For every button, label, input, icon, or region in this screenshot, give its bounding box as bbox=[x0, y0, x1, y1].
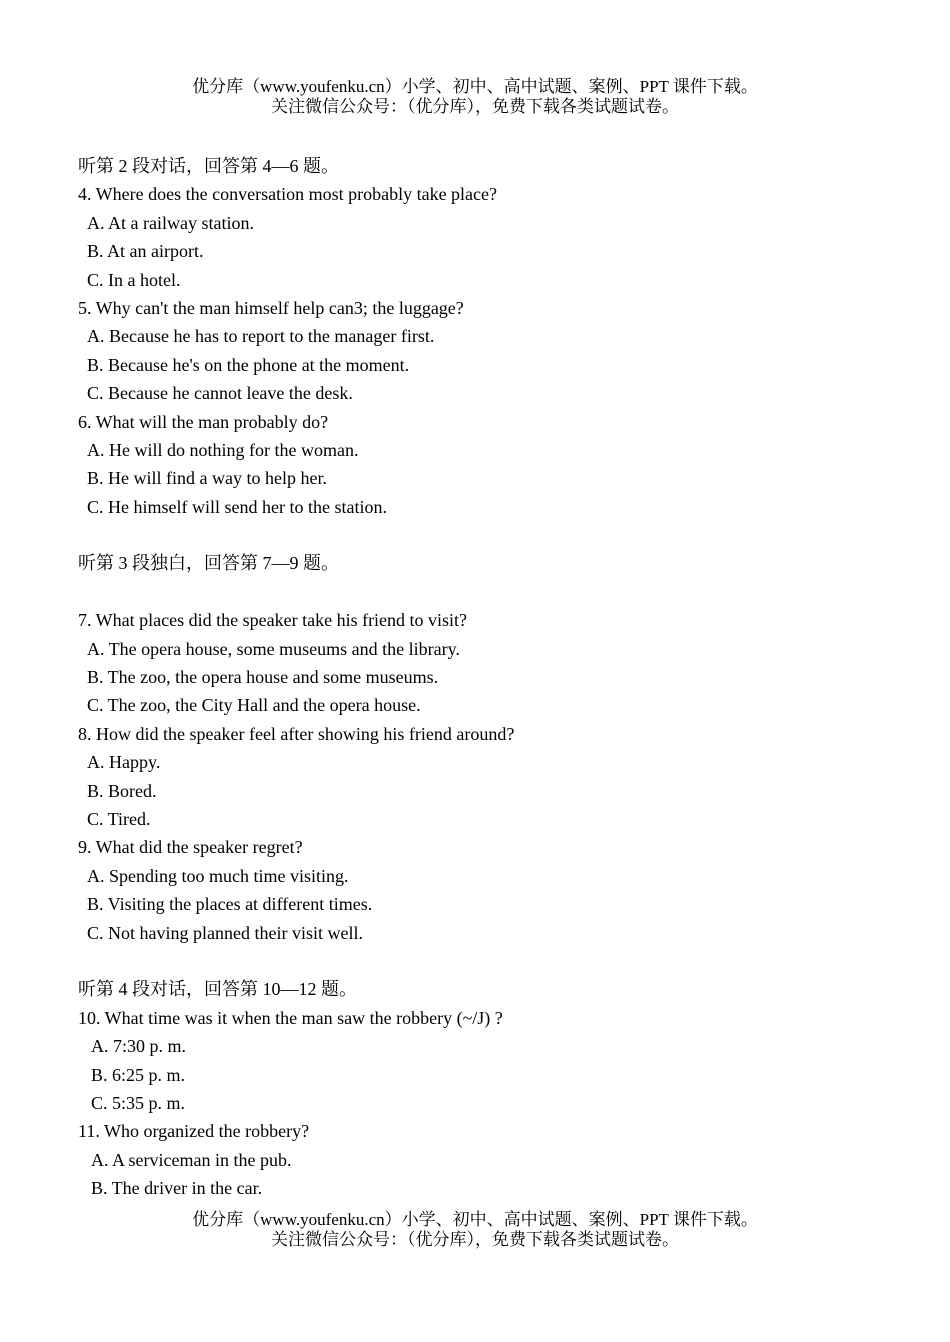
q5-option-a: A. Because he has to report to the manager first. bbox=[87, 326, 435, 347]
q9-option-a: A. Spending too much time visiting. bbox=[87, 865, 349, 886]
q6-option-a: A. He will do nothing for the woman. bbox=[87, 439, 359, 460]
spacer bbox=[78, 947, 878, 975]
q11-option-a: A. A serviceman in the pub. bbox=[91, 1149, 292, 1170]
q7-option-b: B. The zoo, the opera house and some museums. bbox=[87, 667, 439, 688]
question-9: 9. What did the speaker regret? bbox=[78, 837, 303, 858]
footer-line-1: 优分库（www.youfenku.cn）小学、初中、高中试题、案例、PPT 课件下载。 bbox=[192, 1210, 758, 1229]
q7-option-c: C. The zoo, the City Hall and the opera house. bbox=[87, 695, 421, 716]
header-line-2: 关注微信公众号：（优分库），免费下载各类试题试卷。 bbox=[271, 97, 679, 116]
q9-option-b: B. Visiting the places at different times. bbox=[87, 894, 373, 915]
q6-option-c: C. He himself will send her to the station. bbox=[87, 496, 387, 517]
q4-option-c: C. In a hotel. bbox=[87, 269, 181, 290]
question-4: 4. Where does the conversation most probably take place? bbox=[78, 184, 498, 205]
question-7: 7. What places did the speaker take his friend to visit? bbox=[78, 610, 468, 631]
page-header bbox=[0, 77, 950, 117]
q11-option-b: B. The driver in the car. bbox=[91, 1178, 263, 1199]
q8-option-a: A. Happy. bbox=[87, 752, 161, 773]
q5-option-c: C. Because he cannot leave the desk. bbox=[87, 383, 353, 404]
section-2-heading: 听第 2 段对话，回答第 4—6 题。 bbox=[78, 156, 339, 176]
question-11: 11. Who organized the robbery? bbox=[78, 1121, 310, 1142]
question-5: 5. Why can't the man himself help can3; the luggage? bbox=[78, 297, 464, 318]
footer-line-2: 关注微信公众号：（优分库），免费下载各类试题试卷。 bbox=[271, 1230, 679, 1249]
question-10: 10. What time was it when the man saw the robbery (~/J) ? bbox=[78, 1007, 503, 1028]
q9-option-c: C. Not having planned their visit well. bbox=[87, 922, 363, 943]
q4-option-b: B. At an airport. bbox=[87, 241, 204, 262]
q6-option-b: B. He will find a way to help her. bbox=[87, 468, 327, 489]
q8-option-c: C. Tired. bbox=[87, 808, 151, 829]
section-3-heading: 听第 3 段独白，回答第 7—9 题。 bbox=[78, 553, 339, 574]
q10-option-c: C. 5:35 p. m. bbox=[91, 1092, 186, 1113]
question-6: 6. What will the man probably do? bbox=[78, 411, 329, 432]
q8-option-b: B. Bored. bbox=[87, 780, 157, 801]
spacer bbox=[78, 521, 878, 549]
q5-option-b: B. Because he's on the phone at the moment. bbox=[87, 354, 410, 375]
page-footer bbox=[0, 1210, 950, 1250]
q10-option-b: B. 6:25 p. m. bbox=[91, 1064, 186, 1085]
question-8: 8. How did the speaker feel after showing his friend around? bbox=[78, 723, 515, 744]
section-4-heading: 听第 4 段对话，回答第 10—12 题。 bbox=[78, 979, 357, 1000]
q7-option-a: A. The opera house, some museums and the library. bbox=[87, 638, 460, 659]
q10-option-a: A. 7:30 p. m. bbox=[91, 1036, 187, 1057]
q4-option-a: A. At a railway station. bbox=[87, 212, 254, 233]
spacer bbox=[78, 578, 878, 606]
exam-content bbox=[78, 152, 878, 1202]
header-line-1: 优分库（www.youfenku.cn）小学、初中、高中试题、案例、PPT 课件下载。 bbox=[192, 77, 758, 96]
